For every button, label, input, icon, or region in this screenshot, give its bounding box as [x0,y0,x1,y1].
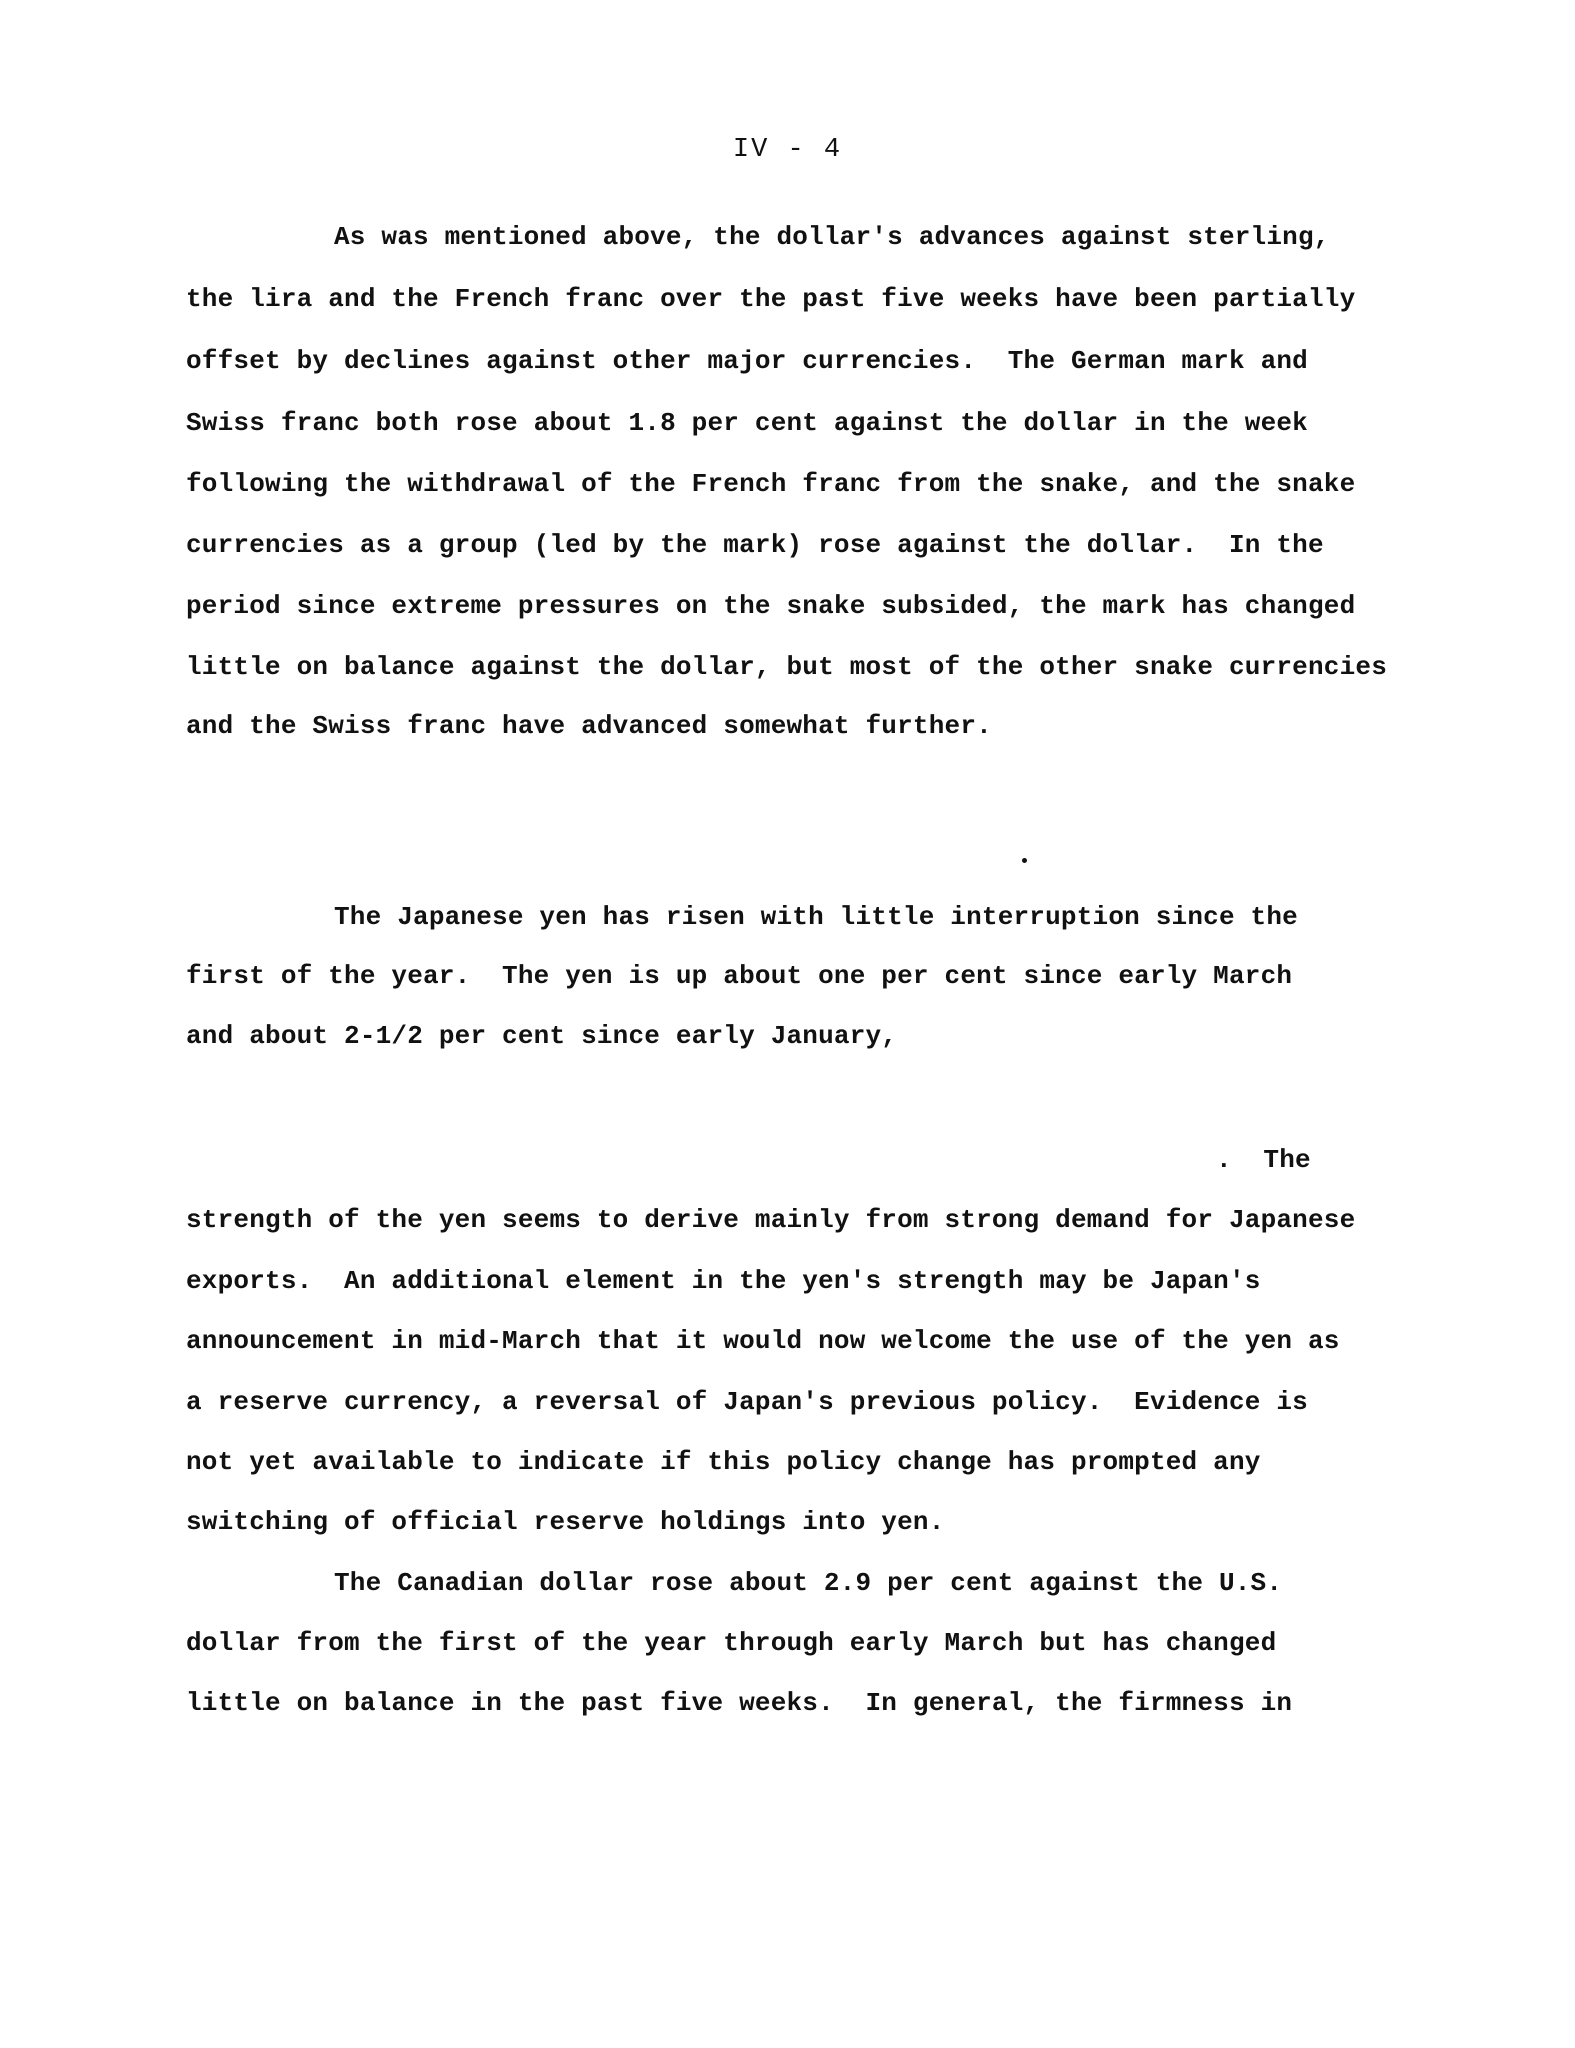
paragraph-line: The Japanese yen has risen with little interruption since the [334,902,1298,932]
paragraph-line: first of the year. The yen is up about one per cent since early March [186,961,1293,991]
page-number: IV - 4 [732,135,843,165]
paragraph-line: offset by declines against other major currencies. The German mark and [186,346,1308,376]
paragraph-line: . The [1216,1145,1311,1175]
paragraph-line: announcement in mid-March that it would now welcome the use of the yen as [186,1326,1340,1356]
paragraph-line: little on balance against the dollar, but most of the other snake currencies [186,652,1387,682]
paragraph-line: the lira and the French franc over the past five weeks have been partially [186,284,1356,314]
stray-dot-mark [1022,858,1027,863]
paragraph-line: exports. An additional element in the yen's strength may be Japan's [186,1266,1261,1296]
paragraph-line: The Canadian dollar rose about 2.9 per cent against the U.S. [334,1568,1283,1598]
paragraph-line: a reserve currency, a reversal of Japan's previous policy. Evidence is [186,1387,1308,1417]
paragraph-line: and the Swiss franc have advanced somewhat further. [186,711,992,741]
paragraph-line: Swiss franc both rose about 1.8 per cent against the dollar in the week [186,408,1308,438]
paragraph-line: not yet available to indicate if this policy change has prompted any [186,1447,1261,1477]
paragraph-line: As was mentioned above, the dollar's advances against sterling, [334,222,1330,252]
paragraph-line: switching of official reserve holdings into yen. [186,1507,945,1537]
paragraph-line: and about 2-1/2 per cent since early January, [186,1021,898,1051]
paragraph-line: little on balance in the past five weeks. In general, the firmness in [186,1688,1293,1718]
paragraph-line: following the withdrawal of the French franc from the snake, and the snake [186,469,1356,499]
paragraph-line: currencies as a group (led by the mark) rose against the dollar. In the [186,530,1324,560]
paragraph-line: strength of the yen seems to derive mainly from strong demand for Japanese [186,1205,1356,1235]
paragraph-line: dollar from the first of the year through early March but has changed [186,1628,1277,1658]
paragraph-line: period since extreme pressures on the snake subsided, the mark has changed [186,591,1356,621]
